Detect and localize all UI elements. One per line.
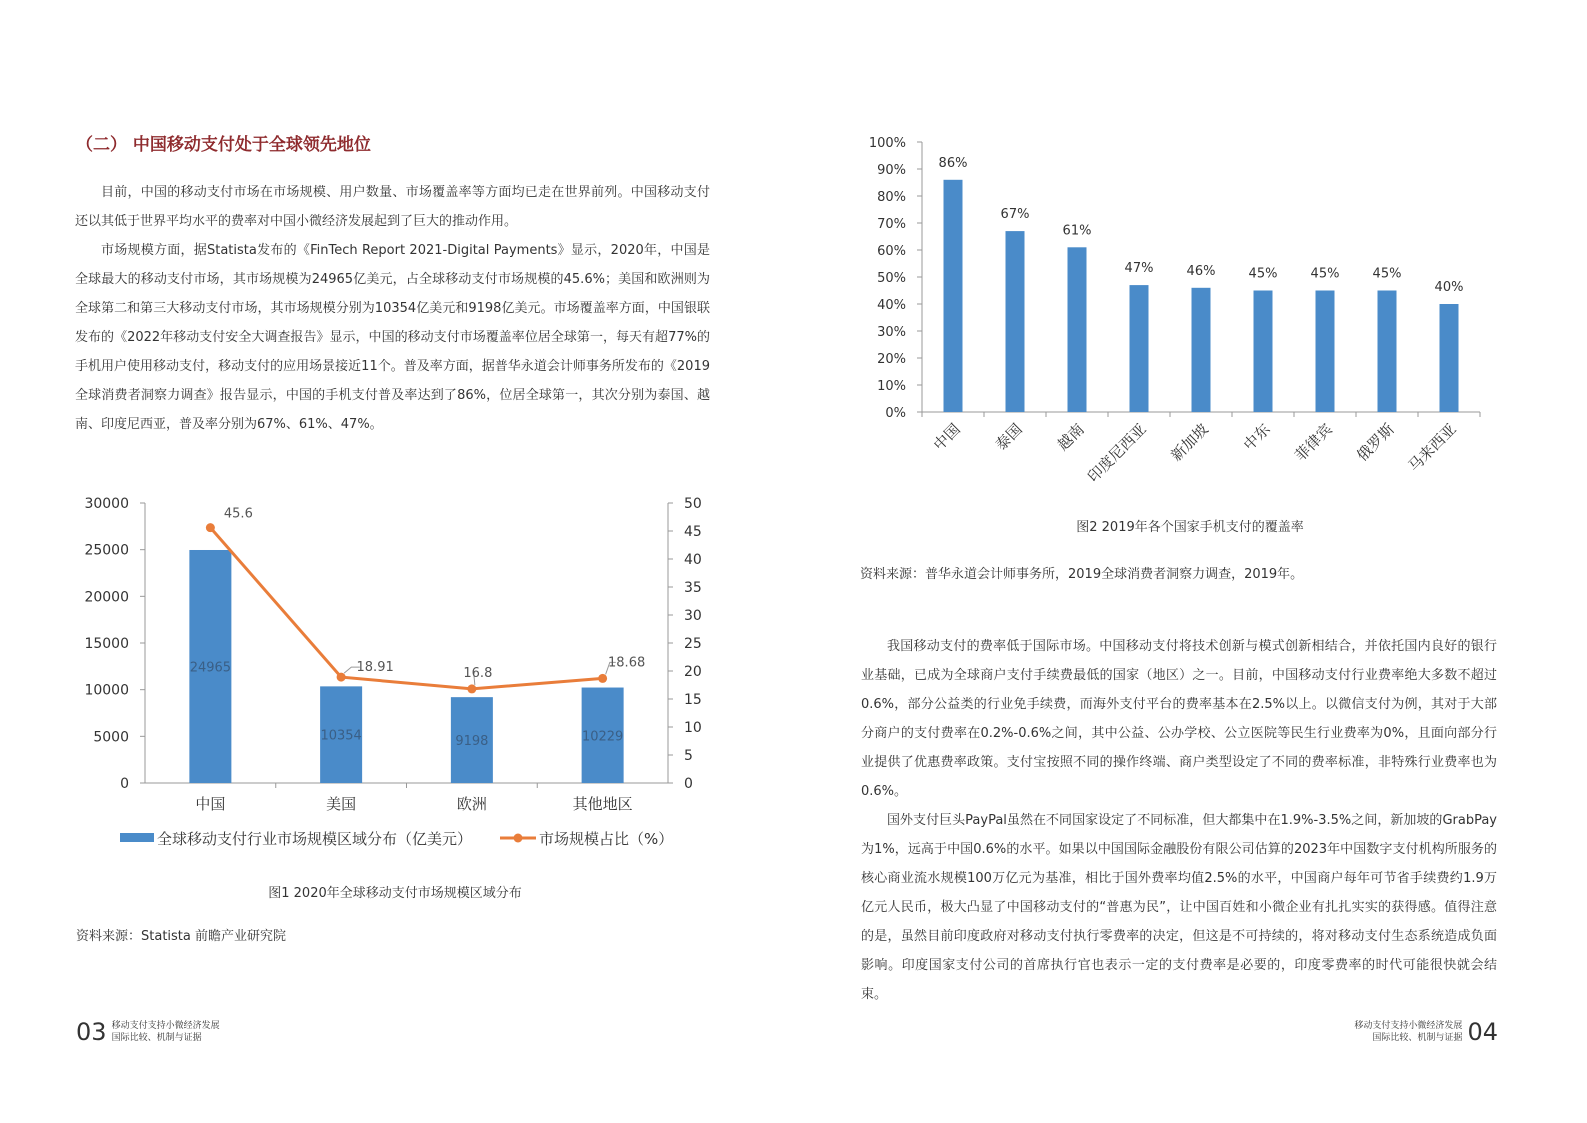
chart1-category-label: 欧洲 xyxy=(456,795,487,813)
footer-right-title xyxy=(1354,1020,1462,1044)
chart1-left-tick-label: 5000 xyxy=(93,729,129,746)
chart2-y-tick-label: 80% xyxy=(877,190,906,205)
chart1-category-label: 中国 xyxy=(195,795,226,813)
chart2-y-tick-label: 60% xyxy=(877,244,906,259)
chart2-bar-label: 46% xyxy=(1186,263,1216,279)
chart2-category-label: 马来西亚 xyxy=(1404,420,1460,476)
chart1-left-tick-label: 30000 xyxy=(84,496,129,512)
chart2-bar-label: 67% xyxy=(1000,207,1030,223)
page-number-left: 03 xyxy=(76,1018,107,1046)
chart1-share-label: 18.68 xyxy=(608,655,646,671)
chart2-y-tick-label: 10% xyxy=(877,379,906,394)
chart2-bar xyxy=(1316,291,1335,413)
chart2-y-tick-label: 70% xyxy=(877,217,906,232)
chart2-bar xyxy=(1192,288,1211,412)
figure-2-source: 资料来源：普华永道会计师事务所，2019全球消费者洞察力调查，2019年。 xyxy=(860,567,1304,582)
chart1-bar-label: 9198 xyxy=(455,734,489,750)
chart1-category-label: 其他地区 xyxy=(572,795,633,813)
chart-mobile-payment-coverage xyxy=(860,130,1500,500)
chart2-category-label: 中国 xyxy=(929,420,964,455)
footer-left-title xyxy=(112,1020,220,1044)
chart-market-size-by-region xyxy=(70,488,720,858)
figure-1-source: 资料来源：Statista 前瞻产业研究院 xyxy=(76,929,286,944)
chart1-right-tick-label: 30 xyxy=(684,608,702,624)
left-body-text xyxy=(75,178,710,439)
section-heading: （二） 中国移动支付处于全球领先地位 xyxy=(76,135,371,155)
chart2-y-tick-label: 40% xyxy=(877,298,906,313)
chart1-left-tick-label: 25000 xyxy=(84,542,129,559)
footer-left-line2: 国际比较、机制与证据 xyxy=(111,1033,202,1043)
footer-right-line2: 国际比较、机制与证据 xyxy=(1372,1033,1463,1043)
chart1-legend-line-label: 市场规模占比（%） xyxy=(539,830,674,848)
chart2-y-tick-label: 50% xyxy=(877,271,906,286)
chart1-category-label: 美国 xyxy=(326,795,357,813)
footer-left-line1: 移动支付支持小微经济发展 xyxy=(111,1021,220,1031)
chart2-bar xyxy=(1254,291,1273,413)
chart1-right-tick-label: 10 xyxy=(684,720,702,736)
chart2-bar-label: 86% xyxy=(938,155,968,171)
chart2-y-tick-label: 20% xyxy=(877,352,906,367)
footer-right xyxy=(1354,1018,1498,1046)
chart1-right-tick-label: 40 xyxy=(684,552,702,568)
chart1-bar-label: 24965 xyxy=(189,660,232,676)
chart1-left-tick-label: 10000 xyxy=(84,682,129,699)
chart2-bar xyxy=(944,180,963,412)
chart1-right-tick-label: 15 xyxy=(684,692,702,708)
chart2-bar xyxy=(1130,285,1149,412)
chart1-left-tick-label: 15000 xyxy=(84,636,129,652)
chart1-share-point xyxy=(598,674,607,683)
right-paragraph-2: 国外支付巨头PayPal虽然在不同国家设定了不同标准，但大都集中在1.9%-3.5%之间，新加坡的GrabPay为1%，远高于中国0.6%的水平。如果以中国国际金融股份有限公司估算的2023年中国数字支付机构所服务的核心商业流水规模100万亿元为基准，相比于国外费率均值2.5%的水平，中国商户每年可节省手续费约1.9万亿元人民币，极大凸显了中国移动支付的“普惠为民”，让中国百姓和小微企业有扎扎实实的获得感。值得注意的是，虽然目前印度政府对移动支付执行零费率的决定，但这是不可持续的，将对移动支付生态系统造成负面影响。印度国家支付公司的首席执行官也表示一定的支付费率是必要的，印度零费率的时代可能很快就会结束。 xyxy=(861,813,1497,1002)
chart1-share-point xyxy=(467,684,476,693)
chart1-legend-line-marker xyxy=(514,834,523,843)
figure-1-caption: 图1 2020年全球移动支付市场规模区域分布 xyxy=(268,886,522,901)
chart1-left-tick-label: 0 xyxy=(120,776,129,792)
chart1-right-tick-label: 25 xyxy=(684,636,702,652)
figure-2-caption: 图2 2019年各个国家手机支付的覆盖率 xyxy=(1076,520,1304,535)
chart2-bar xyxy=(1006,231,1025,412)
chart2-category-label: 中东 xyxy=(1239,420,1274,455)
chart2-y-tick-label: 30% xyxy=(877,325,906,340)
chart2-y-tick-label: 100% xyxy=(868,136,906,151)
chart2-bar-label: 45% xyxy=(1310,266,1340,282)
chart1-share-line xyxy=(210,528,602,689)
footer-left xyxy=(76,1018,220,1046)
footer-right-line1: 移动支付支持小微经济发展 xyxy=(1354,1021,1463,1031)
right-paragraph-1: 我国移动支付的费率低于国际市场。中国移动支付将技术创新与模式创新相结合，并依托国内良好的银行业基础，已成为全球商户支付手续费最低的国家（地区）之一。目前，中国移动支付行业费率绝大多数不超过0.6%，部分公益类的行业免手续费，而海外支付平台的费率基本在2.5%以上。以微信支付为例，其对于大部分商户的支付费率在0.2%-0.6%之间，其中公益、公办学校、公立医院等民生行业费率为0%，且面向部分行业提供了优惠费率政策。支付宝按照不同的操作终端、商户类型设定了不同的费率标准，非特殊行业费率也为0.6%。 xyxy=(861,639,1497,799)
chart1-legend-bar-swatch xyxy=(120,833,154,842)
chart1-right-tick-label: 20 xyxy=(684,664,702,680)
chart2-category-label: 菲律宾 xyxy=(1291,420,1336,465)
chart2-bar-label: 47% xyxy=(1124,261,1154,277)
chart1-right-tick-label: 45 xyxy=(684,524,702,540)
chart2-bar xyxy=(1440,304,1459,412)
left-paragraph-2: 市场规模方面，据Statista发布的《FinTech Report 2021-Digital Payments》显示，2020年，中国是全球最大的移动支付市场，其市场规模为24965亿美元，占全球移动支付市场规模的45.6%；美国和欧洲则为全球第二和第三大移动支付市场，其市场规模分别为10354亿美元和9198亿美元。市场覆盖率方面，中国银联发布的《2022年移动支付安全大调查报告》显示，中国的移动支付市场覆盖率位居全球第一，每天有超77%的手机用户使用移动支付，移动支付的应用场景接近11个。普及率方面，据普华永道会计师事务所发布的《2019全球消费者洞察力调查》报告显示，中国的手机支付普及率达到了86%，位居全球第一，其次分别为泰国、越南、印度尼西亚，普及率分别为67%、61%、47%。 xyxy=(75,243,710,432)
chart2-bar-label: 45% xyxy=(1248,266,1278,282)
chart2-category-label: 印度尼西亚 xyxy=(1084,420,1150,486)
chart2-y-tick-label: 90% xyxy=(877,163,906,178)
chart1-right-tick-label: 0 xyxy=(684,776,693,792)
chart2-category-label: 俄罗斯 xyxy=(1353,420,1398,465)
chart1-share-label: 18.91 xyxy=(356,660,394,676)
chart1-share-label: 16.8 xyxy=(463,665,493,681)
chart2-category-label: 新加坡 xyxy=(1167,420,1212,465)
chart2-bar-label: 45% xyxy=(1372,266,1402,282)
chart1-legend-bar-label: 全球移动支付行业市场规模区域分布（亿美元） xyxy=(157,830,473,848)
chart1-share-label: 45.6 xyxy=(223,506,253,522)
chart1-left-tick-label: 20000 xyxy=(84,589,129,606)
chart2-bar xyxy=(1068,247,1087,412)
left-paragraph-1: 目前，中国的移动支付市场在市场规模、用户数量、市场覆盖率等方面均已走在世界前列。中国移动支付还以其低于世界平均水平的费率对中国小微经济发展起到了巨大的推动作用。 xyxy=(75,185,710,229)
chart1-right-tick-label: 35 xyxy=(684,580,702,596)
chart2-bar xyxy=(1378,291,1397,413)
chart2-category-label: 泰国 xyxy=(991,420,1026,455)
chart1-bar-label: 10354 xyxy=(320,728,362,744)
chart1-right-tick-label: 50 xyxy=(684,496,702,512)
right-body-text xyxy=(861,632,1497,1009)
chart2-y-tick-label: 0% xyxy=(885,406,906,421)
chart1-share-point xyxy=(337,673,346,682)
chart1-share-point xyxy=(206,523,215,532)
chart2-bar-label: 40% xyxy=(1434,280,1464,295)
chart2-bar-label: 61% xyxy=(1062,223,1092,239)
chart2-category-label: 越南 xyxy=(1053,420,1088,455)
chart1-bar-label: 10229 xyxy=(581,729,624,745)
page-number-right: 04 xyxy=(1467,1018,1498,1046)
chart1-right-tick-label: 5 xyxy=(684,748,693,764)
